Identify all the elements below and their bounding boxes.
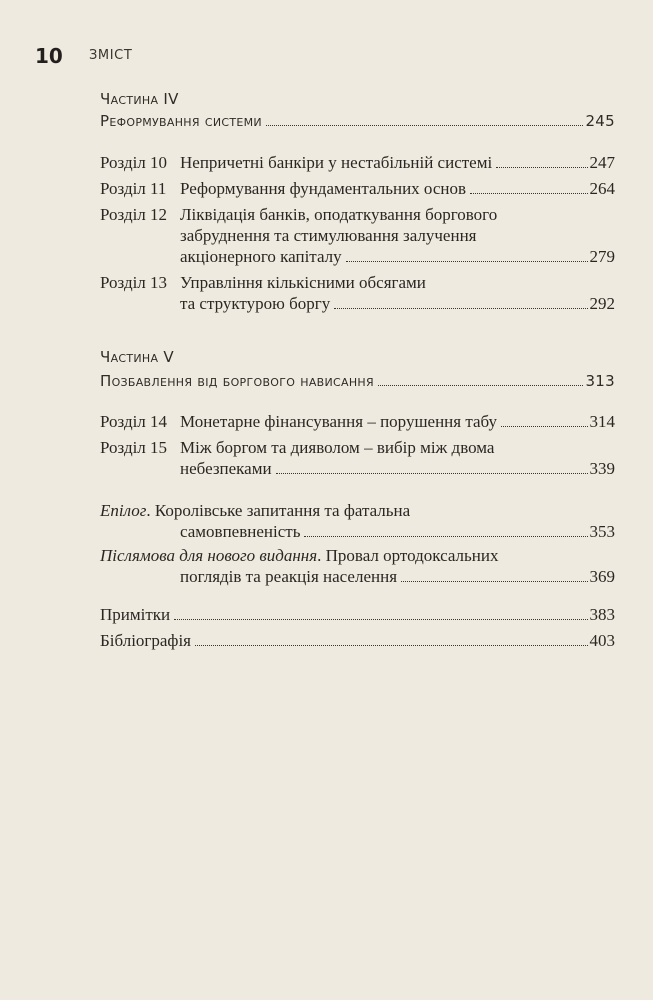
dot-leader (276, 473, 588, 474)
part-title-entry[interactable] (100, 372, 615, 390)
entry-line (100, 604, 615, 625)
chapter-title: небезпеками (180, 459, 272, 478)
dot-leader (334, 308, 587, 309)
entry-line (100, 566, 615, 587)
entry-title: самовпевненість (180, 522, 301, 541)
page-number: 10 (35, 44, 63, 68)
dot-leader (174, 619, 587, 620)
entry-line (180, 458, 615, 479)
chapter-label: Розділ 13 (100, 273, 168, 292)
chapter-title: забруднення та стимулювання залучення (180, 226, 477, 245)
chapter-title: Непричетні банкіри у нестабільній системі (180, 153, 493, 172)
entry-line (180, 152, 615, 173)
page-ref: 264 (589, 179, 615, 198)
page-ref: 245 (585, 112, 615, 130)
page-ref: 279 (589, 247, 615, 266)
entry-title: . Королівське запитання та фатальна (146, 501, 411, 520)
dot-leader (470, 193, 587, 194)
entry-title: поглядів та реакція населення (180, 567, 398, 586)
page-ref: 353 (589, 522, 615, 541)
entry-line (100, 545, 615, 566)
part-title: Реформування системи (100, 112, 262, 130)
chapter-title: та структурою боргу (180, 294, 331, 313)
page-ref: 369 (589, 567, 615, 586)
part-label: Частина V (100, 348, 174, 366)
entry-line (100, 521, 615, 542)
entry-line (180, 411, 615, 432)
entry-title: . Провал ортодоксальних (317, 546, 499, 565)
entry-line (180, 437, 615, 458)
dot-leader (195, 645, 588, 646)
entry-line (180, 246, 615, 267)
dot-leader (266, 125, 584, 126)
dot-leader (304, 536, 587, 537)
dot-leader (501, 426, 587, 427)
page-ref: 247 (589, 153, 615, 172)
dot-leader (378, 385, 584, 386)
entry-title: Бібліографія (100, 631, 191, 650)
chapter-title: Управління кількісними обсягами (180, 273, 426, 292)
page-ref: 383 (589, 605, 615, 624)
part-label: Частина IV (100, 90, 179, 108)
dot-leader (401, 581, 587, 582)
entry-line (180, 225, 615, 246)
chapter-label: Розділ 15 (100, 438, 168, 457)
entry-line (100, 500, 615, 521)
chapter-label: Розділ 14 (100, 412, 168, 431)
entry-lead-italic: Епілог (100, 501, 147, 520)
page-ref: 403 (589, 631, 615, 650)
entry-line (180, 178, 615, 199)
entry-line (100, 630, 615, 651)
entry-line (180, 272, 615, 293)
page-ref: 313 (585, 372, 615, 390)
section-title: ЗМІСТ (89, 48, 133, 63)
chapter-title: Між боргом та дияволом – вибір між двома (180, 438, 495, 457)
chapter-title: Реформування фундаментальних основ (180, 179, 467, 198)
chapter-title: акціонерного капіталу (180, 247, 342, 266)
entry-line (180, 204, 615, 225)
page-ref: 292 (589, 294, 615, 313)
chapter-label: Розділ 12 (100, 205, 168, 224)
part-title: Позбавлення від боргового нависання (100, 372, 374, 390)
chapter-label: Розділ 11 (100, 179, 167, 198)
entry-lead-italic: Післямова для нового видання (100, 546, 318, 565)
entry-title: Примітки (100, 605, 171, 624)
page-ref: 314 (589, 412, 615, 431)
part-title-entry[interactable] (100, 112, 615, 130)
chapter-title: Монетарне фінансування – порушення табу (180, 412, 498, 431)
page-ref: 339 (589, 459, 615, 478)
chapter-label: Розділ 10 (100, 153, 168, 172)
dot-leader (496, 167, 587, 168)
dot-leader (346, 261, 588, 262)
chapter-title: Ліквідація банків, оподаткування боргового (180, 205, 498, 224)
entry-line (180, 293, 615, 314)
